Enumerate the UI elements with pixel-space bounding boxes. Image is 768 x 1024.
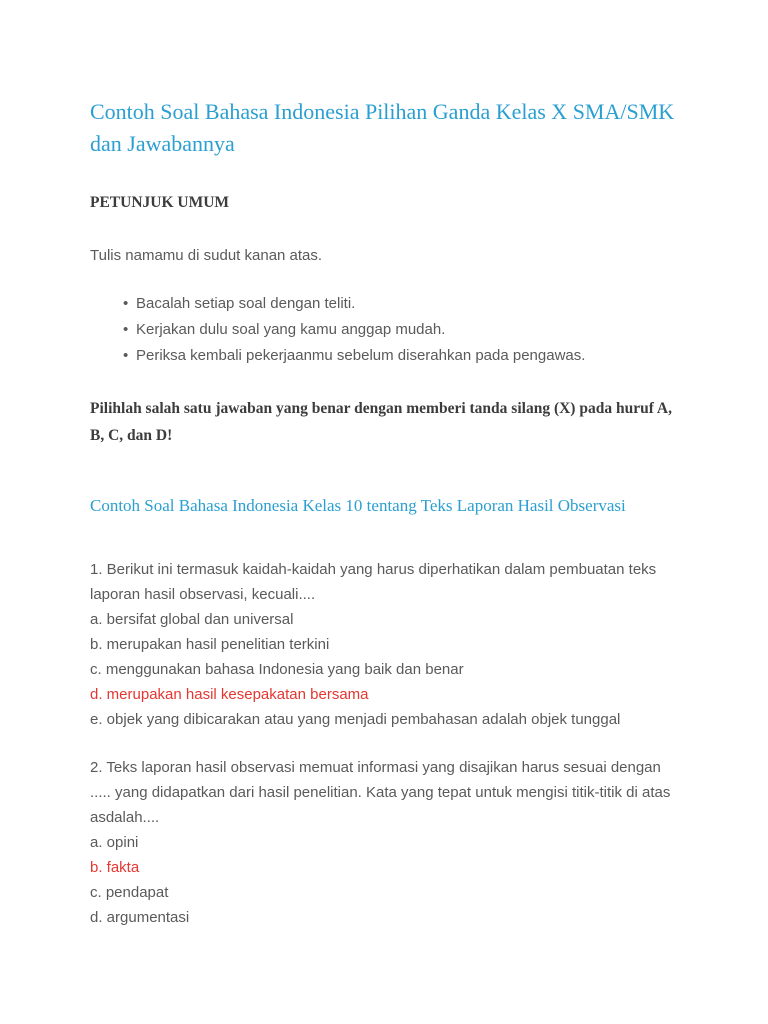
instructions-intro: Tulis namamu di sudut kanan atas.	[90, 247, 323, 264]
instructions-heading: PETUNJUK UMUM	[90, 194, 230, 211]
bullet-item: • Kerjakan dulu soal yang kamu anggap mudah.	[136, 317, 680, 343]
question-text: 1. Berikut ini termasuk kaidah-kaidah yang harus diperhatikan dalam pembuatan teks laporan hasil observasi, kecuali....	[90, 561, 657, 603]
question-block-1	[90, 557, 680, 732]
question-option-answer: d. merupakan hasil kesepakatan bersama	[90, 686, 369, 703]
question-option: b. merupakan hasil penelitian terkini	[90, 636, 330, 653]
question-option: d. argumentasi	[90, 909, 190, 926]
instructions-bullet-list	[90, 291, 680, 369]
answer-directive: Pilihlah salah satu jawaban yang benar dengan memberi tanda silang (X) pada huruf A, B, C, dan D!	[90, 400, 672, 444]
section-heading: Contoh Soal Bahasa Indonesia Kelas 10 tentang Teks Laporan Hasil Observasi	[90, 496, 626, 515]
bullet-item: • Bacalah setiap soal dengan teliti.	[136, 291, 680, 317]
question-option: a. opini	[90, 834, 139, 851]
question-text: 2. Teks laporan hasil observasi memuat informasi yang disajikan harus sesuai dengan ..... yang didapatkan dari hasil penelitian. Kata yang tepat untuk mengisi titik-titik di atas asdalah....	[90, 759, 671, 826]
question-option: a. bersifat global dan universal	[90, 611, 294, 628]
question-option-answer: b. fakta	[90, 859, 140, 876]
question-option: c. pendapat	[90, 884, 169, 901]
question-option: e. objek yang dibicarakan atau yang menjadi pembahasan adalah objek tunggal	[90, 711, 621, 728]
question-block-2	[90, 755, 680, 930]
bullet-item: • Periksa kembali pekerjaanmu sebelum diserahkan pada pengawas.	[136, 343, 680, 369]
question-option: c. menggunakan bahasa Indonesia yang baik dan benar	[90, 661, 464, 678]
document-title: Contoh Soal Bahasa Indonesia Pilihan Ganda Kelas X SMA/SMK dan Jawabannya	[90, 99, 675, 156]
